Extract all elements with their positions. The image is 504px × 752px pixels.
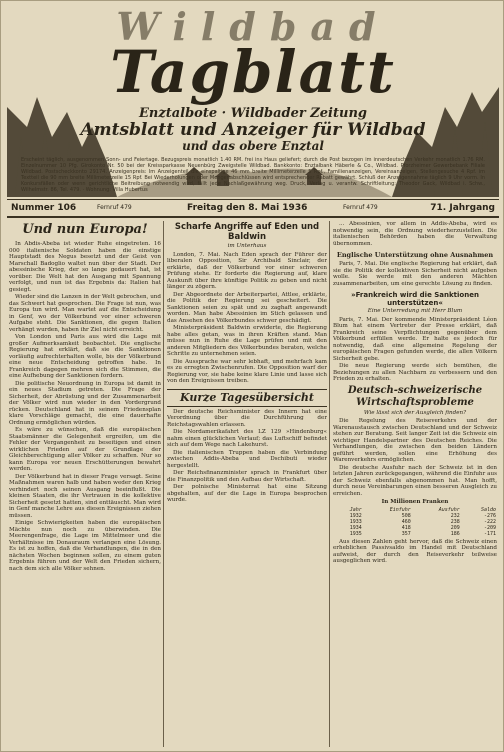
table-row bbox=[333, 531, 497, 537]
table-header-cell: Saldo bbox=[480, 506, 496, 513]
table-cell: 238 bbox=[450, 518, 460, 525]
masthead-subtitle-3: und das obere Enztal bbox=[182, 139, 324, 153]
article-paragraph: Die italienischen Truppen haben die Verbindung zwischen Addis-Abeba und Dschibuti wieder hergestellt. bbox=[167, 449, 327, 469]
article-heading: Scharfe Angriffe auf Eden und Baldwin bbox=[174, 222, 320, 242]
article-body bbox=[167, 252, 327, 385]
masthead-fine-print: Erscheint täglich, ausgenommen Sonn- und Feiertage. Bezugspreis monatlich 1.40 RM. frei ins Haus geliefert; durch die Post bezogen im innerdeutschen Verkehr monatlich 1.76 RM. Einzelnummer 10 Pfg. Girokonto Nr. 50 bei der Kreissparkasse Neuenbürg Zweigstelle Wildbad. Bankkonto: Enztalbank Häberle & Co., Wildbad. Pforzheimer Gewerbebank Filiale Wildbad. Postscheckkonto 29174. Anzeigenpreis: Im Anzeigenteil die einspaltige 46 mm breite Millimeterzeile 5 Rpf., Familienanzeigen, Vereinsanzeigen, Stellengesuche 4 Rpf. im Textteil die 90 mm breite Millimeterzeile 15 Rpf. Bei Wiederholungen oder Mengenabschlüssen wird entsprechender Rabatt gewährt. Schluß der Anzeigennahme täglich 9 Uhr vorm. In Konkursfällen oder wenn gerichtliche Beitreibung notwendig wird, fällt jede Nachlaßgewährung weg. Druck, Verlag u. verantw. Schriftleitung: Theodor Gack, Wildbad i. Schw., Wilhelmstr. 86, Tel. 479. · Wohnung: Villa Hubertus bbox=[21, 157, 485, 193]
article-body bbox=[333, 418, 497, 497]
column-2 bbox=[167, 221, 327, 749]
table-cell: -171 bbox=[483, 530, 496, 537]
article-body bbox=[9, 241, 161, 572]
article-subheading: Eine Unterredung mit Herr Blum bbox=[367, 308, 463, 314]
article-paragraph: Die deutsche Ausfuhr nach der Schweiz ist in den letzten Jahren zurückgegangen, während die Einfuhr aus der Schweiz ebenfalls abgenommen hat. Man hofft, durch neue Vereinbarungen einen besseren Ausgleich zu erreichen. bbox=[333, 464, 497, 497]
article-paragraph: Einige Schwierigkeiten haben die europäischen Mächte nun noch zu überwinden. Die Meerengenfrage, die Lage im Mittelmeer und die Verhältnisse im Donauraum verlangen eine Lösung. Es ist zu hoffen, daß die Verhandlungen, die in den nächsten Wochen beginnen sollen, zu einem guten Ergebnis führen und der Welt den Frieden sichern, nach dem sich alle Völker sehnen. bbox=[9, 520, 161, 572]
table-cell: 418 bbox=[401, 524, 411, 531]
column-3 bbox=[333, 221, 497, 749]
table-cell: 186 bbox=[450, 530, 460, 537]
masthead-subtitle-2: Amtsblatt und Anzeiger für Wildbad bbox=[80, 120, 426, 140]
volume-year: 71. Jahrgang bbox=[430, 203, 495, 213]
article-paragraph: Ministerpräsident Baldwin erwiderte, die Regierung habe alles getan, was in ihren Kräften stand. Man müsse nun in Ruhe die Lage prüfen und mit den anderen Mitgliedern des Völkerbundes beraten, welche Schritte zu unternehmen seien. bbox=[167, 325, 327, 357]
table-cell: 209 bbox=[450, 524, 460, 531]
article-paragraph: Der Völkerbund hat in dieser Frage versagt. Seine Maßnahmen waren halb und haben weder den Krieg verhindert noch seinen Ausgang beeinflußt. Die kleinen Staaten, die ihr Vertrauen in die kollektive Sicherheit gesetzt hatten, sind enttäuscht. Man wird in Genf manche Lehre aus diesen Ereignissen ziehen müssen. bbox=[9, 473, 161, 519]
table-header-cell: Jahr bbox=[349, 506, 362, 513]
table-cell: 357 bbox=[401, 530, 411, 537]
article-body bbox=[333, 317, 497, 383]
article-subheading: Wie lässt sich der Ausgleich finden? bbox=[363, 409, 467, 416]
article-paragraph: Die Aussprache war sehr lebhaft, und mehrfach kam es zu erregten Zwischenrufen. Die Opposition warf der Regierung vor, sie habe keine klare Linie und lasse sich von den Ereignissen treiben. bbox=[167, 358, 327, 384]
article-paragraph: ... Abessinien, vor allem in Addis-Abeba, wird es notwendig sein, die Ordnung wiederherzustellen. Die italienischen Behörden haben die Verwaltung übernommen. bbox=[333, 221, 497, 247]
article-paragraph: Die politische Neuordnung in Europa ist damit in ein neues Stadium getreten. Die Frage der Sicherheit, der Abrüstung und der Zusammenarbeit der Völker wird nun wieder in den Vordergrund rücken. Deutschland hat in seinem Friedensplan klare Vorschläge gemacht, die eine dauerhafte Ordnung ermöglichen würden. bbox=[9, 380, 161, 426]
table-cell: 1932 bbox=[349, 512, 362, 519]
article-paragraph: Der deutsche Reichsminister des Innern hat eine Verordnung über die Durchführung der Reichstagswahlen erlassen. bbox=[167, 408, 327, 428]
masthead-top-title: Wildbad bbox=[116, 4, 390, 49]
issue-number: Nummer 106 bbox=[11, 203, 77, 213]
table-cell: -222 bbox=[483, 518, 496, 525]
article-paragraph: Paris, 7. Mai. Die englische Regierung hat erklärt, daß sie die Politik der kollektiven Sicherheit nicht aufgeben wolle. Sie werde mit den anderen Mächten zusammenarbeiten, um eine gerechte Lösung zu finden. bbox=[333, 261, 497, 287]
article-paragraph: Die Regelung des Reiseverkehrs und der Warenaustausch zwischen Deutschland und der Schweiz stehen zur Beratung. Seit langer Zeit ist die Schweiz ein wichtiger Handelspartner des Deutschen Reiches. Die Verhandlungen, die zwischen den beiden Ländern geführt werden, sollen eine Erhöhung des Warenverkehrs ermöglichen. bbox=[333, 418, 497, 463]
article-paragraph: Die neue Regierung werde sich bemühen, die Beziehungen zu allen Nachbarn zu verbessern und den Frieden zu erhalten. bbox=[333, 363, 497, 382]
article-heading: Englische Unterstützung ohne Ausnahmen bbox=[336, 251, 494, 259]
table-title: In Millionen Franken bbox=[381, 499, 449, 505]
header-rule bbox=[7, 216, 499, 218]
masthead bbox=[7, 4, 499, 221]
table-cell: 1934 bbox=[349, 524, 362, 531]
article-subheading: im Unterhaus bbox=[227, 243, 267, 249]
article-paragraph: Paris, 7. Mai. Der kommende Ministerpräsident Léon Blum hat einem Vertreter der Presse erklärt, daß Frankreich seine Verpflichtungen gegenüber dem Völkerbund erfüllen werde. Er halte es jedoch für notwendig, daß eine allgemeine Regelung der europäischen Fragen gefunden werde, die allen Völkern Sicherheit gebe. bbox=[333, 316, 497, 362]
article-paragraph: Es wäre zu wünschen, daß die europäischen Staatsmänner die Gelegenheit ergreifen, um die Fehler der Vergangenheit zu beseitigen und einen wirklichen Frieden auf der Grundlage der Gleichberechtigung aller Völker zu schaffen. Nur so kann Europa vor neuen Erschütterungen bewahrt werden. bbox=[9, 427, 161, 472]
news-summary-body bbox=[167, 409, 327, 504]
article-paragraph: Wieder sind die Lanzen in der Welt gebrochen, und das Schwert hat gesprochen. Die Frage ist nun, was Europa tun wird. Man wartet auf die Entscheidung in Genf, wo der Völkerbund vor einer schweren Aufgabe steht. Die Sanktionen, die gegen Italien verhängt wurden, haben ihr Ziel nicht erreicht. bbox=[9, 294, 161, 333]
table-cell: -209 bbox=[483, 524, 496, 531]
trade-table bbox=[333, 507, 497, 537]
article-paragraph: London, 7. Mai. Nach Eden sprach der Führer der liberalen Opposition, Sir Archibald Sinclair, der erklärte, daß der Völkerbund vor einer schweren Prüfung stehe. Er forderte die Regierung auf, klare Auskunft über ihre künftige Politik zu geben und nicht länger zu zögern. bbox=[167, 251, 327, 290]
article-body bbox=[333, 261, 497, 287]
table-cell: 508 bbox=[401, 512, 411, 519]
article-paragraph: Aus diesen Zahlen geht hervor, daß die Schweiz einen erheblichen Passivsaldo im Handel mit Deutschland aufweist, der durch den Reiseverkehr teilweise ausgeglichen wird. bbox=[333, 538, 497, 564]
phone-left: Fernruf 479 bbox=[97, 204, 132, 211]
masthead-subtitle-1: Enztalbote · Wildbader Zeitung bbox=[138, 106, 367, 121]
table-cell: 232 bbox=[450, 512, 460, 519]
column-divider bbox=[163, 221, 164, 747]
issue-info-bar bbox=[7, 201, 499, 215]
table-header-cell: Ausfuhr bbox=[438, 506, 460, 513]
article-paragraph: Der Abgeordnete der Arbeiterpartei, Attlee, erklärte, die Politik der Regierung sei gescheitert. Die Sanktionen seien zu spät und zu zaghaft angewandt worden. Man habe Abessinien im Stich gelassen und das Ansehen des Völkerbundes schwer geschädigt. bbox=[167, 291, 327, 324]
news-summary-heading: Kurze Tagesübersicht bbox=[167, 389, 327, 407]
article-paragraph: In Abdis-Abeba ist wieder Ruhe eingetreten. 16 000 italienische Soldaten haben die einstige Hauptstadt des Negus besetzt und der Geist von Marschall Badoglio waltet nun über der Stadt. Der abessinische Krieg, der so lange gedauert hat, ist vorüber. Die Welt hat den Ausgang mit Spannung verfolgt, und nun ist das Ergebnis da: Italien hat gesiegt. bbox=[9, 241, 161, 293]
table-cell: 1933 bbox=[349, 518, 362, 525]
article-heading: Und nun Europa! bbox=[22, 222, 148, 237]
article-paragraph: Der polnische Ministerrat hat eine Sitzung abgehalten, auf der die Lage in Europa besprochen wurde. bbox=[167, 484, 327, 503]
article-paragraph: Der Reichsfinanzminister sprach in Frankfurt über die Finanzpolitik und den Aufbau der Wirtschaft. bbox=[167, 470, 327, 483]
table-header-cell: Einfuhr bbox=[389, 506, 411, 513]
table-cell: 1935 bbox=[349, 530, 362, 537]
column-1 bbox=[9, 221, 161, 749]
article-heading: Deutsch-schweizerische Wirtschaftsprobleme bbox=[347, 384, 483, 408]
issue-date: Freitag den 8. Mai 1936 bbox=[187, 203, 308, 213]
table-cell: -276 bbox=[483, 512, 496, 519]
column-divider bbox=[329, 221, 330, 747]
article-paragraph: Die Nordamerikafahrt des LZ 129 »Hindenburg« nahm einen glücklichen Verlauf; das Luftschiff befindet sich auf dem Wege nach Lakehurst. bbox=[167, 429, 327, 448]
masthead-main-title: Tagblatt bbox=[110, 38, 396, 106]
table-cell: 460 bbox=[401, 518, 411, 525]
article-paragraph: Von London und Paris aus wird die Lage mit großer Aufmerksamkeit beobachtet. Die englische Regierung hat erklärt, daß sie die Sanktionen vorläufig aufrechterhalten wolle, bis der Völkerbund eine neue Entscheidung getroffen habe. In Frankreich dagegen mehren sich die Stimmen, die eine Aufhebung der Sanktionen fordern. bbox=[9, 334, 161, 379]
article-heading: »Frankreich wird die Sanktionen unterstützen« bbox=[351, 291, 479, 307]
masthead-rule bbox=[7, 199, 499, 200]
phone-right: Fernruf 479 bbox=[343, 204, 378, 211]
